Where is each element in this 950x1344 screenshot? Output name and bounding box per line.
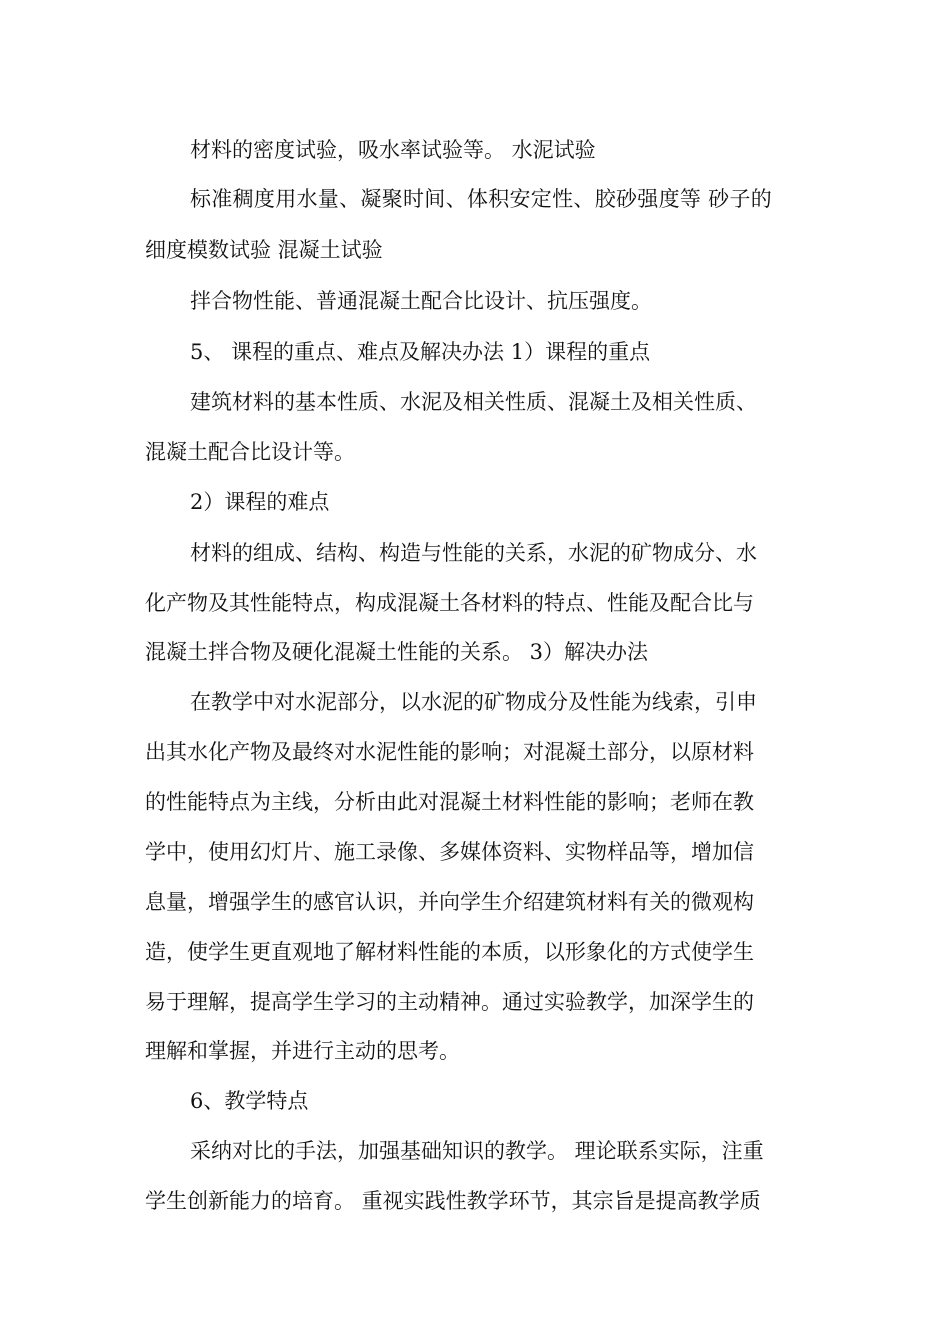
text-line: 混凝土拌合物及硬化混凝土性能的关系。 3）解决办法	[145, 640, 649, 664]
text-line: 出其水化产物及最终对水泥性能的影响；对混凝土部分，以原材料	[145, 740, 754, 764]
text-line: 易于理解，提高学生学习的主动精神。通过实验教学，加深学生的	[145, 990, 754, 1014]
text-line: 材料的密度试验，吸水率试验等。 水泥试验	[190, 138, 596, 162]
text-line: 在教学中对水泥部分，以水泥的矿物成分及性能为线索，引申	[190, 690, 757, 714]
text-line: 息量，增强学生的感官认识，并向学生介绍建筑材料有关的微观构	[145, 890, 754, 914]
text-line: 2）课程的难点	[190, 490, 330, 514]
text-line: 造，使学生更直观地了解材料性能的本质，以形象化的方式使学生	[145, 940, 754, 964]
text-line: 5、 课程的重点、难点及解决办法 1）课程的重点	[190, 340, 651, 364]
text-line: 的性能特点为主线，分析由此对混凝土材料性能的影响；老师在教	[145, 790, 754, 814]
text-line: 标准稠度用水量、凝聚时间、体积安定性、胶砂强度等 砂子的	[190, 187, 773, 211]
text-line: 拌合物性能、普通混凝土配合比设计、抗压强度。	[190, 289, 652, 313]
text-line: 细度模数试验 混凝土试验	[145, 238, 383, 262]
text-line: 建筑材料的基本性质、水泥及相关性质、混凝土及相关性质、	[190, 390, 757, 414]
text-line: 混凝土配合比设计等。	[145, 440, 355, 464]
text-line: 理解和掌握，并进行主动的思考。	[145, 1039, 460, 1063]
text-line: 采纳对比的手法，加强基础知识的教学。 理论联系实际，注重	[190, 1139, 764, 1163]
text-line: 化产物及其性能特点，构成混凝土各材料的特点、性能及配合比与	[145, 591, 754, 615]
text-line: 6、教学特点	[190, 1089, 309, 1113]
text-line: 材料的组成、结构、构造与性能的关系，水泥的矿物成分、水	[190, 541, 757, 565]
text-line: 学中，使用幻灯片、施工录像、多媒体资料、实物样品等，增加信	[145, 840, 754, 864]
text-line: 学生创新能力的培育。 重视实践性教学环节，其宗旨是提高教学质	[145, 1189, 761, 1213]
